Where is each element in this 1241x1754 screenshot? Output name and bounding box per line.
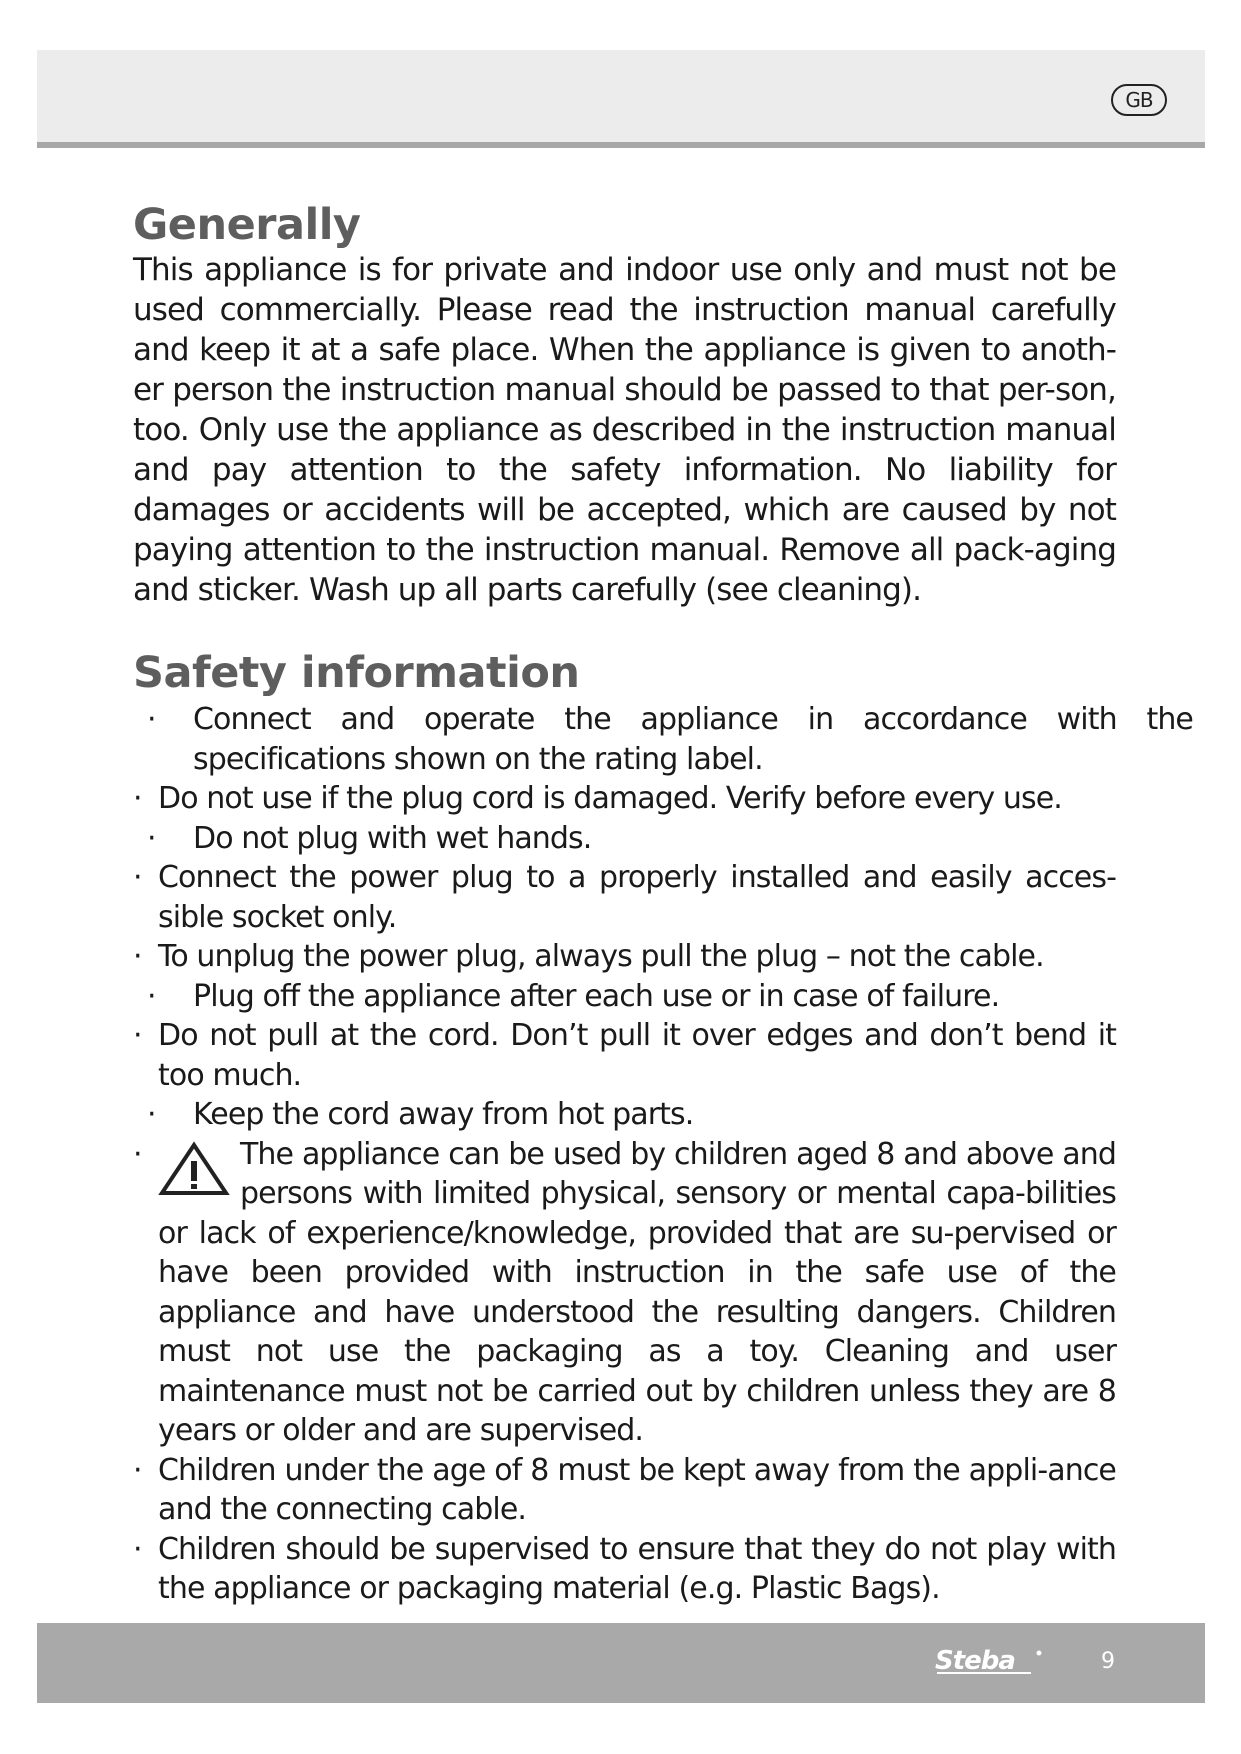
footer-bar: [37, 1623, 1205, 1703]
bullet: ·: [147, 820, 156, 856]
bullet: ·: [147, 1097, 156, 1132]
bullet: ·: [147, 978, 156, 1014]
list-item: [133, 1016, 1116, 1095]
list-item-text: Connect the power plug to a properly installed and easily acces-sible socket only.: [158, 860, 1116, 935]
list-item: [133, 937, 1116, 977]
language-badge: GB: [1111, 84, 1167, 116]
section-title-generally: Generally: [133, 200, 361, 250]
list-item: [133, 1530, 1116, 1609]
bullet: ·: [133, 781, 142, 816]
header-bar: [37, 50, 1205, 148]
list-item: [133, 819, 1116, 859]
list-item-text: To unplug the power plug, always pull the plug – not the cable.: [158, 939, 1044, 974]
list-item: [133, 858, 1116, 937]
bullet: ·: [133, 1452, 142, 1488]
bullet: ·: [133, 1531, 142, 1567]
list-item-text: Children should be supervised to ensure that they do not play with the appliance or packaging material (e.g. Plastic Bags).: [158, 1531, 1116, 1606]
list-item-text: The appliance can be used by children aged 8 and above and persons with limited physical, sensory or mental capa-bilities or lack of experience/knowledge, provided that are su-pervised or have been provided with instruction in the safe use of the appliance and have understood the resulting dangers. Children must not use the packaging as a toy. Cleaning and user maintenance must not be carried out by children unless they are 8 years or older and are supervised.: [158, 1136, 1116, 1448]
list-item: [133, 1451, 1116, 1530]
safety-list: [133, 700, 1193, 1609]
section-title-safety: Safety information: [133, 648, 580, 698]
list-item-text: Children under the age of 8 must be kept away from the appli-ance and the connecting cable.: [158, 1452, 1116, 1527]
list-item-text: Do not use if the plug cord is damaged. Verify before every use.: [158, 781, 1062, 816]
page-content: [133, 200, 1193, 1609]
bullet: ·: [147, 702, 156, 737]
steba-logo: [935, 1645, 1055, 1679]
list-item-text: Do not pull at the cord. Don’t pull it over edges and don’t bend it too much.: [158, 1018, 1116, 1093]
list-item: [133, 700, 1193, 779]
bullet: ·: [133, 1018, 142, 1053]
list-item-text: Plug off the appliance after each use or in case of failure.: [193, 978, 1000, 1014]
list-item: [133, 779, 1116, 819]
bullet: ·: [133, 1136, 142, 1172]
warning-triangle-icon: [158, 1141, 230, 1197]
list-item: [133, 1095, 1116, 1135]
list-item-text: Connect and operate the appliance in accordance with the specifications shown on the rating label.: [193, 702, 1193, 777]
generally-paragraph: This appliance is for private and indoor use only and must not be used commercially. Please read the instruction manual carefully and keep it at a safe place. When the appliance is given to anoth-er person the instruction manual should be passed to that per-son, too. Only use the appliance as described in the instruction manual and pay attention to the safety information. No liability for damages or accidents will be accepted, which are caused by not paying attention to the instruction manual. Remove all pack-aging and sticker. Wash up all parts carefully (see cleaning).: [133, 252, 1116, 608]
brand-name: Steba: [935, 1646, 1015, 1676]
bullet: ·: [133, 939, 142, 974]
bullet: ·: [133, 860, 142, 895]
list-item-text: Keep the cord away from hot parts.: [193, 1097, 694, 1132]
page-number: 9: [1101, 1649, 1115, 1674]
list-item-children-warning: [133, 1135, 1116, 1451]
list-item-text: Do not plug with wet hands.: [193, 820, 592, 856]
list-item: [133, 977, 1116, 1017]
